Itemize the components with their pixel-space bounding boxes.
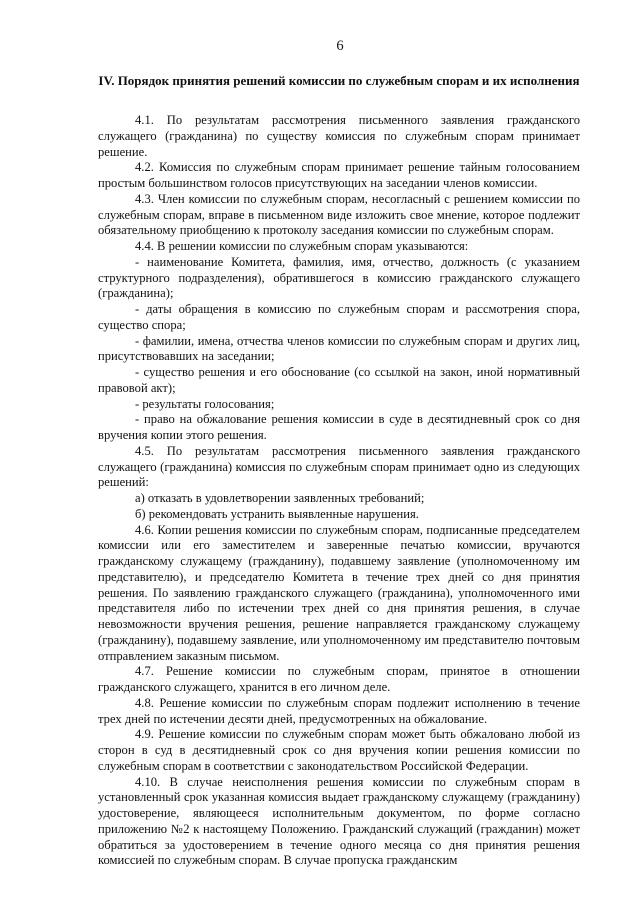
body-text (98, 113, 580, 869)
list-item-voting-results: - результаты голосования; (135, 396, 275, 411)
list-item-appeal-right: - право на обжалование решения комиссии в суде в десятидневный срок со дня вручения копии этого решения. (98, 412, 580, 442)
paragraph-4-2: 4.2. Комиссия по служебным спорам принимает решение тайным голосованием простым большинством голосов присутствующих на заседании членов комиссии. (98, 160, 580, 190)
list-item-dates: - даты обращения в комиссию по служебным спорам и рассмотрения спора, существо спора; (98, 302, 580, 332)
paragraph-4-3: 4.3. Член комиссии по служебным спорам, несогласный с решением комиссии по служебным спорам, вправе в письменном виде изложить свое мнение, которое подлежит обязательному приобщению к протоколу заседания комиссии по служебным спорам. (98, 191, 580, 238)
paragraph-4-5: 4.5. По результатам рассмотрения письменного заявления гражданского служащего (гражданина) комиссия по служебным спорам принимает одно из следующих решений: (98, 443, 580, 490)
paragraph-4-7: 4.7. Решение комиссии по служебным спорам, принятое в отношении гражданского служащего, хранится в его личном деле. (98, 664, 580, 694)
list-item-committee-name: - наименование Комитета, фамилия, имя, отчество, должность (с указанием структурного подразделения), обратившегося в комиссию гражданского служащего (гражданина); (98, 254, 580, 301)
paragraph-4-6: 4.6. Копии решения комиссии по служебным спорам, подписанные председателем комиссии или его заместителем и заверенные печатью комиссии, вручаются гражданскому служащему (гражданину), подавшему заявление (уполномоченному им представителю), и председателю Комитета в течение трех дней со дня принятия решения. По заявлению гражданского служащего (гражданина), уполномоченного ими представителя либо по истечении трех дней со дня принятия решения, в случае невозможности вручения решения, решение направляется гражданскому служащему (гражданину), подавшему заявление, или уполномоченному им представителю почтовым отправлением заказным письмом. (98, 522, 580, 663)
paragraph-4-10: 4.10. В случае неисполнения решения комиссии по служебным спорам в установленный срок указанная комиссия выдает гражданскому служащему (гражданину) удостоверение, являющееся исполнительным документом, по форме согласно приложению №2 к настоящему Положению. Гражданский служащий (гражданин) может обратиться за удостоверением в течение одного месяца со дня принятия решения комиссией по служебным спорам. В случае пропуска гражданским (98, 774, 580, 868)
paragraph-4-4: 4.4. В решении комиссии по служебным спорам указываются: (135, 239, 469, 253)
list-item-decision-essence: - существо решения и его обоснование (со ссылкой на закон, иной нормативный правовой акт); (98, 365, 580, 395)
page-number: 6 (336, 38, 344, 54)
paragraph-4-9: 4.9. Решение комиссии по служебным спорам может быть обжаловано любой из сторон в суд в десятидневный срок со дня вручения копии решения комиссии по служебным спорам в соответствии с законодательством Российской Федерации. (98, 727, 580, 773)
list-item-a: а) отказать в удовлетворении заявленных требований; (135, 491, 425, 505)
section-title: IV. Порядок принятия решений комиссии по служебным спорам и их исполнения (98, 73, 580, 88)
list-item-members: - фамилии, имена, отчества членов комиссии по служебным спорам и других лиц, присутствовавших на заседании; (98, 333, 580, 364)
paragraph-4-1: 4.1. По результатам рассмотрения письменного заявления гражданского служащего (гражданина) по существу комиссия по служебным спорам принимает решение. (98, 113, 580, 159)
paragraph-4-8: 4.8. Решение комиссии по служебным спорам подлежит исполнению в течение трех дней по истечении десяти дней, предусмотренных на обжалование. (98, 695, 580, 726)
list-item-b: б) рекомендовать устранить выявленные нарушения. (135, 506, 419, 521)
